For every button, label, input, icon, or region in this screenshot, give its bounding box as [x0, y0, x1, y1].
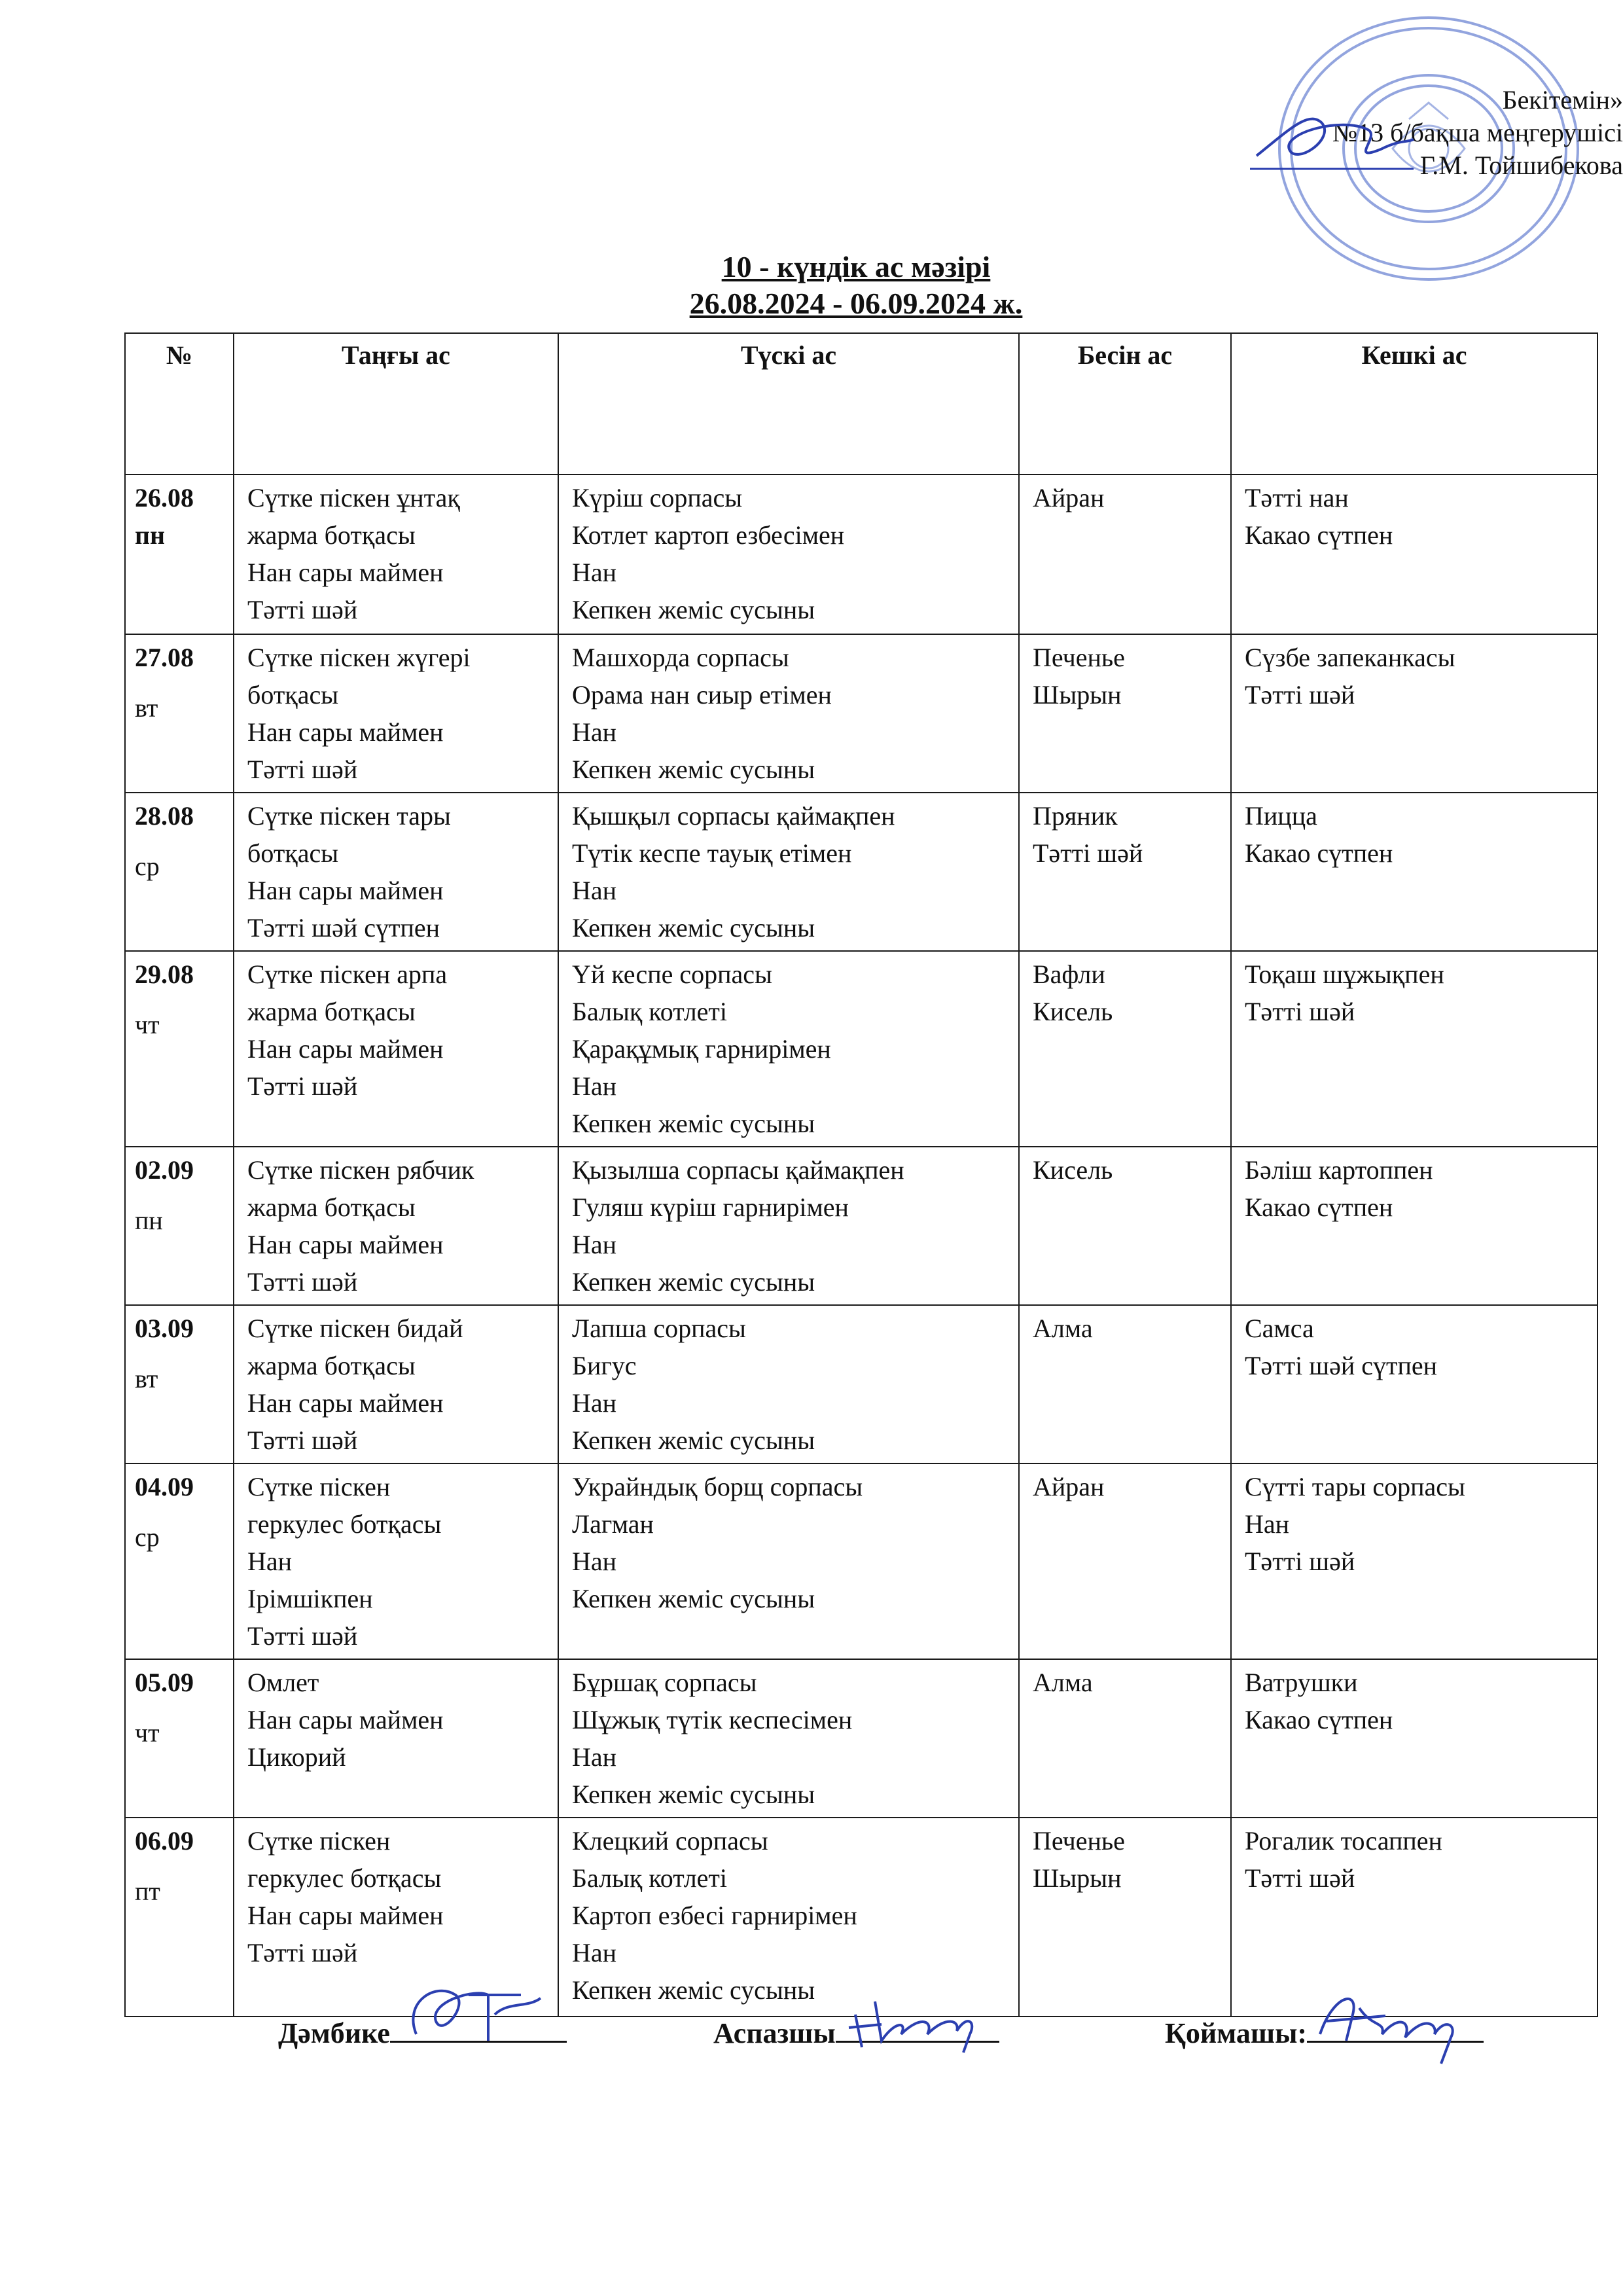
lunch-item: Қышқыл сорпасы қаймақпен [572, 801, 895, 831]
breakfast-item: Нан [247, 1547, 293, 1576]
breakfast-item: Нан сары маймен [247, 1388, 444, 1418]
snack-item: Шырын [1033, 680, 1122, 709]
dinner-cell [1231, 1305, 1597, 1463]
day-cell [125, 951, 234, 1147]
snack-cell [1019, 793, 1231, 951]
table-row [125, 1659, 1597, 1818]
lunch-item: Нан [572, 1071, 617, 1101]
dinner-cell [1231, 1659, 1597, 1818]
day-cell [125, 1463, 234, 1659]
snack-item: Вафли [1033, 960, 1105, 989]
breakfast-item: Сүтке піскен тары [247, 801, 451, 831]
snack-cell [1019, 1463, 1231, 1659]
breakfast-item: Сүтке піскен арпа [247, 960, 448, 989]
snack-item: Шырын [1033, 1863, 1122, 1893]
lunch-item: Кепкен жеміс сусыны [572, 1109, 815, 1138]
lunch-item: Украйндық борщ сорпасы [572, 1472, 863, 1501]
nurse-signature-field [278, 2015, 567, 2050]
weekday-label: чт [135, 1010, 160, 1039]
weekday-label: ср [135, 1522, 160, 1552]
breakfast-item: жарма ботқасы [247, 1351, 416, 1380]
date-label: 05.09 [135, 1668, 194, 1697]
dinner-item: Тәтті шәй [1245, 1547, 1355, 1576]
breakfast-item: Тәтті шәй [247, 1621, 358, 1651]
lunch-item: Күріш сорпасы [572, 483, 743, 512]
breakfast-item: Сүтке піскен бидай [247, 1314, 463, 1343]
menu-table [124, 332, 1598, 2017]
lunch-item: Кепкен жеміс сусыны [572, 1584, 815, 1613]
approval-line-3 [1257, 149, 1623, 182]
lunch-item: Картоп езбесі гарнирімен [572, 1901, 857, 1930]
lunch-cell [558, 475, 1019, 634]
header-snack: Бесін ас [1019, 333, 1231, 475]
snack-item: Кисель [1033, 997, 1113, 1026]
weekday-label: вт [135, 1364, 158, 1393]
weekday-label: вт [135, 693, 158, 723]
snack-item: Айран [1033, 483, 1105, 512]
breakfast-item: Тәтті шәй [247, 1938, 358, 1967]
storekeeper-signature-field [1165, 2015, 1484, 2050]
approval-line-2: №13 б/бақша меңгерушісі [1332, 118, 1623, 147]
day-cell [125, 1659, 234, 1818]
breakfast-cell [234, 793, 558, 951]
table-row [125, 634, 1597, 793]
approval-line-1: Бекітемін» [1502, 85, 1623, 115]
lunch-item: Кепкен жеміс сусыны [572, 595, 815, 624]
breakfast-cell [234, 1305, 558, 1463]
lunch-item: Кепкен жеміс сусыны [572, 1267, 815, 1297]
breakfast-item: Нан сары маймен [247, 1230, 444, 1259]
breakfast-cell [234, 634, 558, 793]
table-body [125, 475, 1597, 2017]
table-row [125, 1463, 1597, 1659]
weekday-label: чт [135, 1718, 160, 1748]
breakfast-item: Ірімшікпен [247, 1584, 373, 1613]
lunch-cell [558, 1305, 1019, 1463]
lunch-item: Нан [572, 1938, 617, 1967]
snack-item: Алма [1033, 1314, 1093, 1343]
weekday-label: пн [135, 520, 166, 550]
header-lunch: Түскі ас [558, 333, 1019, 475]
breakfast-item: Тәтті шәй [247, 1267, 358, 1297]
storekeeper-label: Қоймашы: [1165, 2017, 1308, 2049]
dinner-cell [1231, 1463, 1597, 1659]
lunch-item: Орама нан сиыр етімен [572, 680, 832, 709]
dinner-item: Какао сүтпен [1245, 838, 1393, 868]
date-label: 03.09 [135, 1314, 194, 1343]
breakfast-cell [234, 1659, 558, 1818]
dinner-item: Ватрушки [1245, 1668, 1358, 1697]
dinner-item: Сүзбе запеканкасы [1245, 643, 1455, 672]
day-cell [125, 1147, 234, 1305]
snack-cell [1019, 1659, 1231, 1818]
dinner-item: Какао сүтпен [1245, 1705, 1393, 1734]
breakfast-item: Тәтті шәй [247, 755, 358, 784]
snack-item: Пряник [1033, 801, 1118, 831]
dinner-cell [1231, 1147, 1597, 1305]
lunch-item: Кепкен жеміс сусыны [572, 1975, 815, 2005]
breakfast-cell [234, 951, 558, 1147]
dinner-cell [1231, 634, 1597, 793]
dinner-item: Рогалик тосаппен [1245, 1826, 1442, 1856]
dinner-item: Тоқаш шұжықпен [1245, 960, 1444, 989]
lunch-item: Нан [572, 1742, 617, 1772]
breakfast-item: геркулес ботқасы [247, 1863, 442, 1893]
breakfast-item: Сүтке піскен [247, 1826, 391, 1856]
lunch-item: Клецкий сорпасы [572, 1826, 768, 1856]
lunch-cell [558, 1463, 1019, 1659]
dinner-item: Тәтті нан [1245, 483, 1349, 512]
lunch-cell [558, 1818, 1019, 2017]
date-label: 28.08 [135, 801, 194, 831]
breakfast-cell [234, 475, 558, 634]
snack-cell [1019, 1147, 1231, 1305]
table-header-row [125, 333, 1597, 475]
dinner-cell [1231, 951, 1597, 1147]
breakfast-item: Нан сары маймен [247, 558, 444, 587]
dinner-item: Тәтті шәй [1245, 997, 1355, 1026]
lunch-item: Лапша сорпасы [572, 1314, 746, 1343]
weekday-label: пн [135, 1206, 163, 1235]
lunch-item: Шұжық түтік кеспесімен [572, 1705, 853, 1734]
dinner-cell [1231, 1818, 1597, 2017]
breakfast-item: Нан сары маймен [247, 1901, 444, 1930]
lunch-item: Кепкен жеміс сусыны [572, 913, 815, 942]
date-label: 04.09 [135, 1472, 194, 1501]
lunch-cell [558, 1147, 1019, 1305]
breakfast-item: ботқасы [247, 838, 339, 868]
lunch-item: Кепкен жеміс сусыны [572, 755, 815, 784]
breakfast-item: Нан сары маймен [247, 1034, 444, 1064]
breakfast-item: Цикорий [247, 1742, 346, 1772]
snack-item: Печенье [1033, 643, 1125, 672]
nurse-label: Дәмбике [278, 2017, 390, 2049]
dinner-item: Нан [1245, 1509, 1290, 1539]
snack-item: Печенье [1033, 1826, 1125, 1856]
breakfast-cell [234, 1147, 558, 1305]
snack-item: Айран [1033, 1472, 1105, 1501]
breakfast-item: Сүтке піскен ұнтақ [247, 483, 460, 512]
signatures-row [0, 1991, 1623, 2083]
table-row [125, 475, 1597, 634]
breakfast-item: жарма ботқасы [247, 1193, 416, 1222]
dinner-item: Пицца [1245, 801, 1317, 831]
dinner-item: Тәтті шәй [1245, 1863, 1355, 1893]
breakfast-item: Нан сары маймен [247, 1705, 444, 1734]
lunch-item: Кепкен жеміс сусыны [572, 1426, 815, 1455]
breakfast-item: Тәтті шәй сүтпен [247, 913, 440, 942]
day-cell [125, 793, 234, 951]
breakfast-item: ботқасы [247, 680, 339, 709]
breakfast-item: Нан сары маймен [247, 876, 444, 905]
lunch-cell [558, 951, 1019, 1147]
lunch-cell [558, 793, 1019, 951]
date-label: 29.08 [135, 960, 194, 989]
lunch-item: Нан [572, 1547, 617, 1576]
table-row [125, 793, 1597, 951]
day-cell [125, 475, 234, 634]
lunch-item: Машхорда сорпасы [572, 643, 789, 672]
breakfast-cell [234, 1818, 558, 2017]
dinner-item: Бәліш картоппен [1245, 1155, 1433, 1185]
dinner-item: Какао сүтпен [1245, 1193, 1393, 1222]
day-cell [125, 1305, 234, 1463]
lunch-item: Котлет картоп езбесімен [572, 520, 845, 550]
snack-cell [1019, 1818, 1231, 2017]
snack-item: Алма [1033, 1668, 1093, 1697]
lunch-item: Қызылша сорпасы қаймақпен [572, 1155, 904, 1185]
date-label: 02.09 [135, 1155, 194, 1185]
weekday-label: ср [135, 852, 160, 881]
breakfast-item: Тәтті шәй [247, 1426, 358, 1455]
approval-block [1257, 84, 1623, 182]
lunch-item: Түтік кеспе тауық етімен [572, 838, 852, 868]
snack-item: Тәтті шәй [1033, 838, 1143, 868]
breakfast-item: Нан сары маймен [247, 717, 444, 747]
breakfast-item: Тәтті шәй [247, 1071, 358, 1101]
dinner-cell [1231, 793, 1597, 951]
table-row [125, 1818, 1597, 2017]
dinner-item: Тәтті шәй сүтпен [1245, 1351, 1438, 1380]
lunch-item: Қарақұмық гарнирімен [572, 1034, 831, 1064]
breakfast-item: Тәтті шәй [247, 595, 358, 624]
breakfast-item: Сүтке піскен жүгері [247, 643, 471, 672]
table-row [125, 1147, 1597, 1305]
lunch-item: Бигус [572, 1351, 637, 1380]
breakfast-item: Сүтке піскен [247, 1472, 391, 1501]
title-line-1: 10 - күндік ас мәзірі [721, 250, 991, 283]
weekday-label: пт [135, 1876, 160, 1906]
breakfast-item: жарма ботқасы [247, 520, 416, 550]
breakfast-cell [234, 1463, 558, 1659]
director-name: Г.М. Тойшибекова [1419, 151, 1623, 180]
dinner-item: Какао сүтпен [1245, 520, 1393, 550]
dinner-item: Самса [1245, 1314, 1314, 1343]
lunch-item: Балық котлеті [572, 1863, 728, 1893]
lunch-item: Кепкен жеміс сусыны [572, 1780, 815, 1809]
title-line-2: 26.08.2024 - 06.09.2024 ж. [689, 287, 1023, 320]
lunch-item: Нан [572, 558, 617, 587]
lunch-cell [558, 634, 1019, 793]
cook-label: Аспазшы [713, 2017, 836, 2049]
day-cell [125, 1818, 234, 2017]
snack-cell [1019, 951, 1231, 1147]
breakfast-item: Сүтке піскен рябчик [247, 1155, 474, 1185]
lunch-cell [558, 1659, 1019, 1818]
header-dinner: Кешкі ас [1231, 333, 1597, 475]
snack-item: Кисель [1033, 1155, 1113, 1185]
breakfast-item: геркулес ботқасы [247, 1509, 442, 1539]
breakfast-item: жарма ботқасы [247, 997, 416, 1026]
cook-signature-field [713, 2015, 999, 2050]
dinner-item: Тәтті шәй [1245, 680, 1355, 709]
snack-cell [1019, 1305, 1231, 1463]
lunch-item: Балық котлеті [572, 997, 728, 1026]
director-signature [1250, 103, 1420, 182]
lunch-item: Нан [572, 1388, 617, 1418]
header-number: № [125, 333, 234, 475]
dinner-item: Сүтті тары сорпасы [1245, 1472, 1465, 1501]
snack-cell [1019, 475, 1231, 634]
header-breakfast: Таңғы ас [234, 333, 558, 475]
lunch-item: Гуляш күріш гарнирімен [572, 1193, 849, 1222]
lunch-item: Үй кеспе сорпасы [572, 960, 772, 989]
lunch-item: Бұршақ сорпасы [572, 1668, 757, 1697]
table-row [125, 951, 1597, 1147]
lunch-item: Нан [572, 876, 617, 905]
table-row [125, 1305, 1597, 1463]
snack-cell [1019, 634, 1231, 793]
dinner-cell [1231, 475, 1597, 634]
date-label: 26.08 [135, 483, 194, 512]
breakfast-item: Омлет [247, 1668, 319, 1697]
document-title [0, 249, 1623, 322]
day-cell [125, 634, 234, 793]
date-label: 06.09 [135, 1826, 194, 1856]
date-label: 27.08 [135, 643, 194, 672]
lunch-item: Лагман [572, 1509, 654, 1539]
lunch-item: Нан [572, 1230, 617, 1259]
lunch-item: Нан [572, 717, 617, 747]
